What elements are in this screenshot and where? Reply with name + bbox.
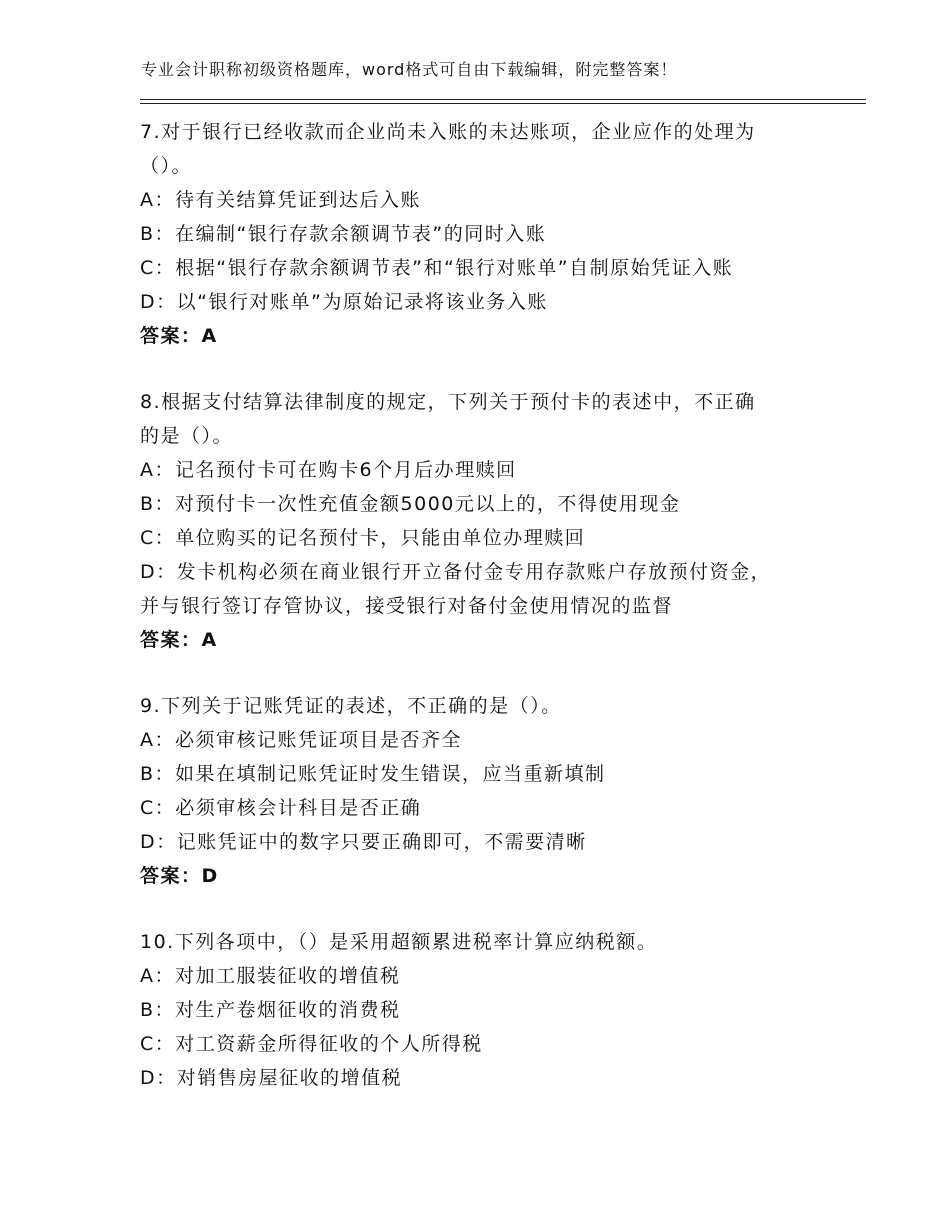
answer: 答案：A [140,629,218,651]
question-stem: 7.对于银行已经收款而企业尚未入账的未达账项，企业应作的处理为 [140,121,756,143]
question-stem: （）。 [140,155,193,177]
option-c: C：根据“银行存款余额调节表”和“银行对账单”自制原始凭证入账 [140,257,734,279]
option-d: D：发卡机构必须在商业银行开立备付金专用存款账户存放预付资金， [140,561,772,583]
header-rule-top [140,99,866,100]
page-header: 专业会计职称初级资格题库，word格式可自由下载编辑，附完整答案！ [141,60,678,79]
option-b: B：在编制“银行存款余额调节表”的同时入账 [140,223,547,245]
option-b: B：如果在填制记账凭证时发生错误，应当重新填制 [140,763,606,785]
option-d: D：记账凭证中的数字只要正确即可，不需要清晰 [140,831,587,853]
answer: 答案：D [140,865,219,887]
option-c: C：必须审核会计科目是否正确 [140,797,422,819]
question-stem: 9.下列关于记账凭证的表述，不正确的是（）。 [140,695,562,717]
option-a: A：必须审核记账凭证项目是否齐全 [140,729,462,751]
header-rule-bottom [140,103,866,104]
option-a: A：记名预付卡可在购卡6个月后办理赎回 [140,459,517,481]
option-c: C：单位购买的记名预付卡，只能由单位办理赎回 [140,527,586,549]
question-8 [140,385,866,657]
question-list [140,115,866,1127]
option-d: D：以“银行对账单”为原始记录将该业务入账 [140,291,548,313]
option-d-continued: 并与银行签订存管协议，接受银行对备付金使用情况的监督 [140,595,674,617]
question-stem: 10.下列各项中，（）是采用超额累进税率计算应纳税额。 [140,931,658,953]
question-7 [140,115,866,353]
option-b: B：对预付卡一次性充值金额5000元以上的，不得使用现金 [140,493,681,515]
option-a: A：待有关结算凭证到达后入账 [140,189,421,211]
question-stem: 的是（）。 [140,425,234,447]
question-9 [140,689,866,893]
question-10 [140,925,866,1095]
option-b: B：对生产卷烟征收的消费税 [140,999,401,1021]
option-a: A：对加工服装征收的增值税 [140,965,401,987]
option-c: C：对工资薪金所得征收的个人所得税 [140,1033,483,1055]
option-d: D：对销售房屋征收的增值税 [140,1067,403,1089]
question-stem: 8.根据支付结算法律制度的规定，下列关于预付卡的表述中，不正确 [140,391,756,413]
answer: 答案：A [140,325,218,347]
